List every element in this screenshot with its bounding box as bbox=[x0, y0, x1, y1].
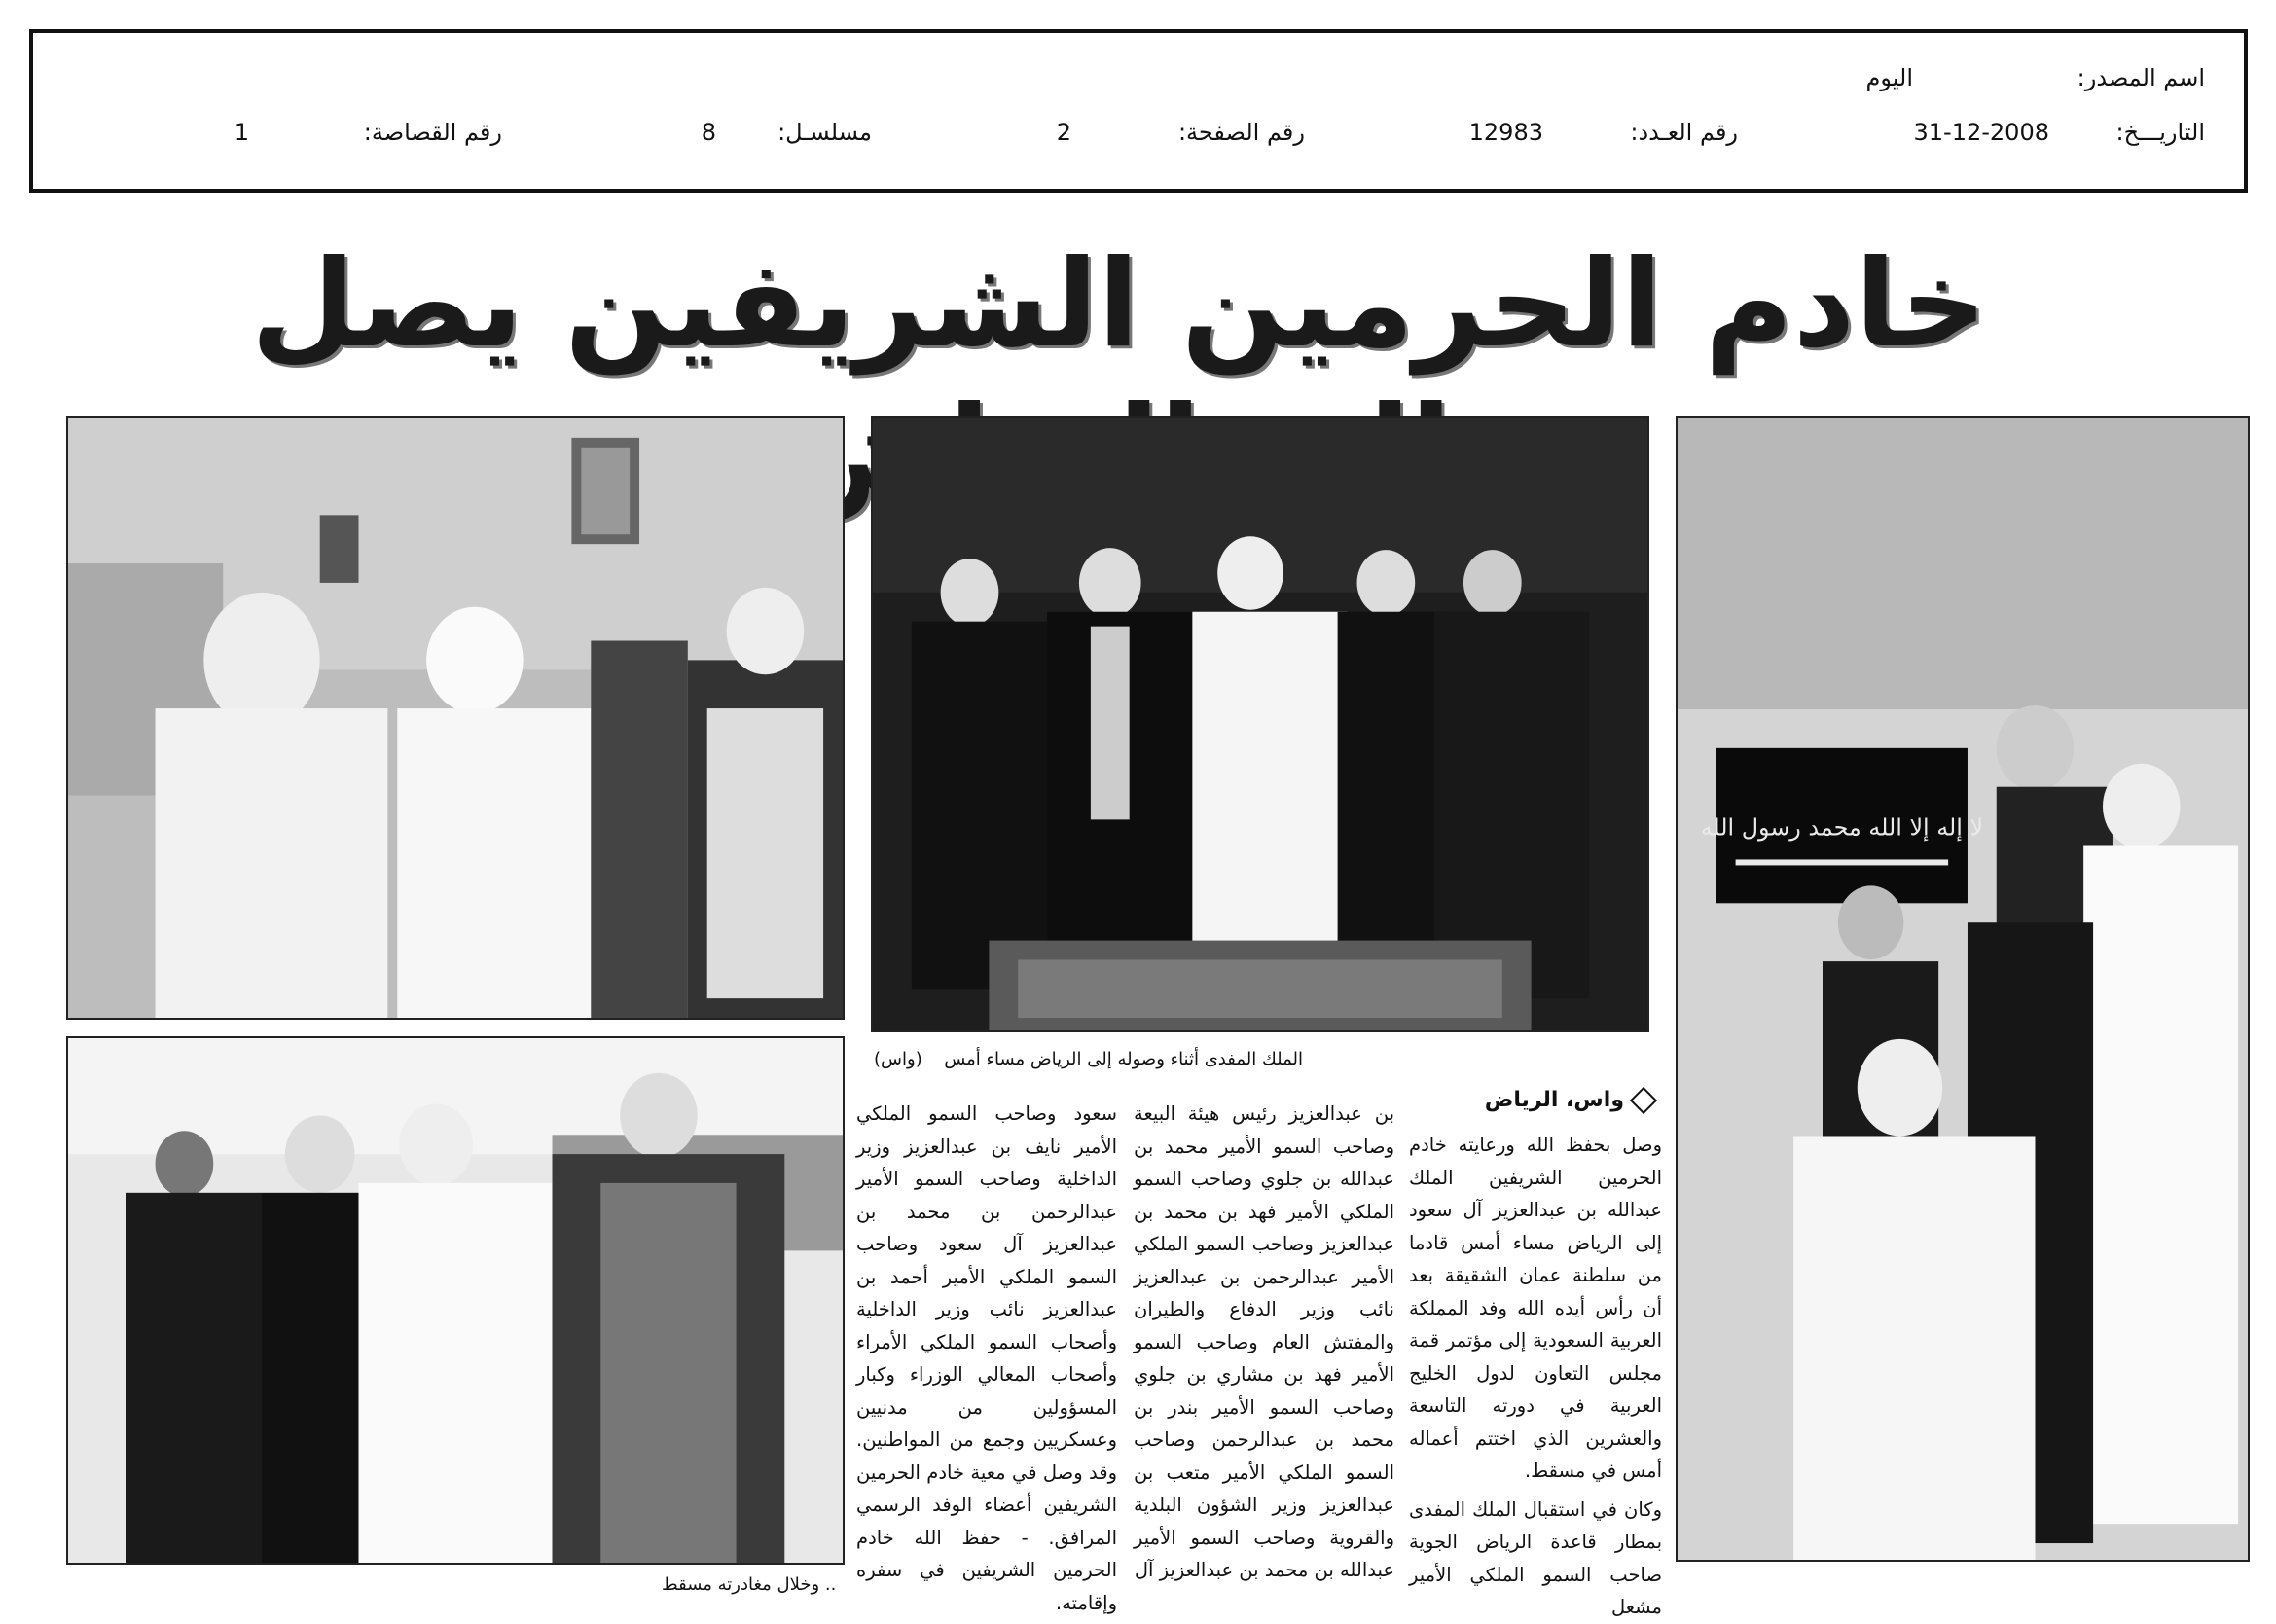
section-marker-icon bbox=[1630, 1087, 1657, 1114]
issue-value: 12983 bbox=[1468, 119, 1543, 146]
source-value: اليوم bbox=[1865, 64, 1913, 91]
photo-credit: (واس) bbox=[874, 1049, 922, 1069]
source-info-box bbox=[29, 29, 2248, 193]
byline-text: واس، الرياض bbox=[1484, 1088, 1624, 1112]
photo-handshake bbox=[66, 416, 845, 1020]
article-byline bbox=[1485, 1088, 1653, 1112]
article-column-2 bbox=[1134, 1098, 1394, 1587]
photo-arrival-stairs bbox=[1676, 416, 2250, 1562]
serial-label: مسلسـل: bbox=[777, 119, 872, 146]
date-value: 31-12-2008 bbox=[1913, 119, 2049, 146]
serial-value: 8 bbox=[701, 119, 716, 146]
page-label: رقم الصفحة: bbox=[1177, 119, 1305, 146]
article-paragraph-1: وصل بحفظ الله ورعايته خادم الحرمين الشريفين الملك عبدالله بن عبدالعزيز آل سعود إلى الرياض مساء أمس قادما من سلطنة عمان الشقيقة بعد أن رأس أيده الله وفد المملكة العربية السعودية إلى مؤتمر قمة مجلس التعاون لدول الخليج العربية في دورته التاسعة والعشرين الذي اختتم أعماله أمس في مسقط. bbox=[1409, 1134, 1662, 1482]
page-value: 2 bbox=[1056, 119, 1071, 146]
flag-text: لا إله إلا الله محمد رسول الله bbox=[1700, 813, 1984, 842]
article-paragraph-3: بن عبدالعزيز رئيس هيئة البيعة وصاحب السمو الأمير محمد بن عبدالله بن جلوي وصاحب السمو الملكي الأمير فهد بن محمد بن عبدالعزيز وصاحب السمو الملكي الأمير عبدالرحمن بن عبدالعزيز نائب وزير الدفاع والطيران والمفتش العام وصاحب السمو الأمير فهد بن مشاري بن جلوي وصاحب السمو الأمير بندر بن محمد بن عبدالرحمن وصاحب السمو الملكي الأمير متعب بن عبدالعزيز وزير الشؤون البلدية والقروية وصاحب السمو الأمير عبدالله بن محمد بن عبدالعزيز آل bbox=[1134, 1102, 1394, 1581]
clip-label: رقم القصاصة: bbox=[363, 119, 502, 146]
clip-value: 1 bbox=[234, 119, 249, 146]
date-label: التاريـــخ: bbox=[2115, 119, 2205, 146]
photo-caption-main: الملك المفدى أثناء وصوله إلى الرياض مساء أمس bbox=[944, 1049, 1303, 1069]
photo-walking bbox=[871, 416, 1649, 1032]
photo-departure bbox=[66, 1036, 845, 1565]
article-paragraph-2: وكان في استقبال الملك المفدى بمطار قاعدة الرياض الجوية صاحب السمو الملكي الأمير مشعل bbox=[1409, 1498, 1662, 1618]
article-paragraph-4: سعود وصاحب السمو الملكي الأمير نايف بن عبدالعزيز وزير الداخلية وصاحب السمو الأمير عبدالرحمن بن محمد بن عبدالعزيز آل سعود وصاحب السمو الملكي الأمير أحمد بن عبدالعزيز نائب وزير الداخلية وأصحاب السمو الملكي الأمراء وأصحاب المعالي الوزراء وكبار المسؤولين من مدنيين وعسكريين وجمع من المواطنين. وقد وصل في معية خادم الحرمين الشريفين أعضاء الوفد الرسمي المرافق. - حفظ الله خادم الحرمين الشريفين في سفره وإقامته. bbox=[856, 1102, 1117, 1614]
photo-caption-departure: .. وخلال مغادرته مسقط bbox=[662, 1574, 837, 1595]
source-label: اسم المصدر: bbox=[2077, 64, 2205, 91]
article-column-1 bbox=[1409, 1129, 1662, 1624]
issue-label: رقم العـدد: bbox=[1630, 119, 1738, 146]
headline: خادم الحرمين الشريفين يصل bbox=[250, 235, 1988, 375]
article-column-3 bbox=[856, 1098, 1117, 1619]
